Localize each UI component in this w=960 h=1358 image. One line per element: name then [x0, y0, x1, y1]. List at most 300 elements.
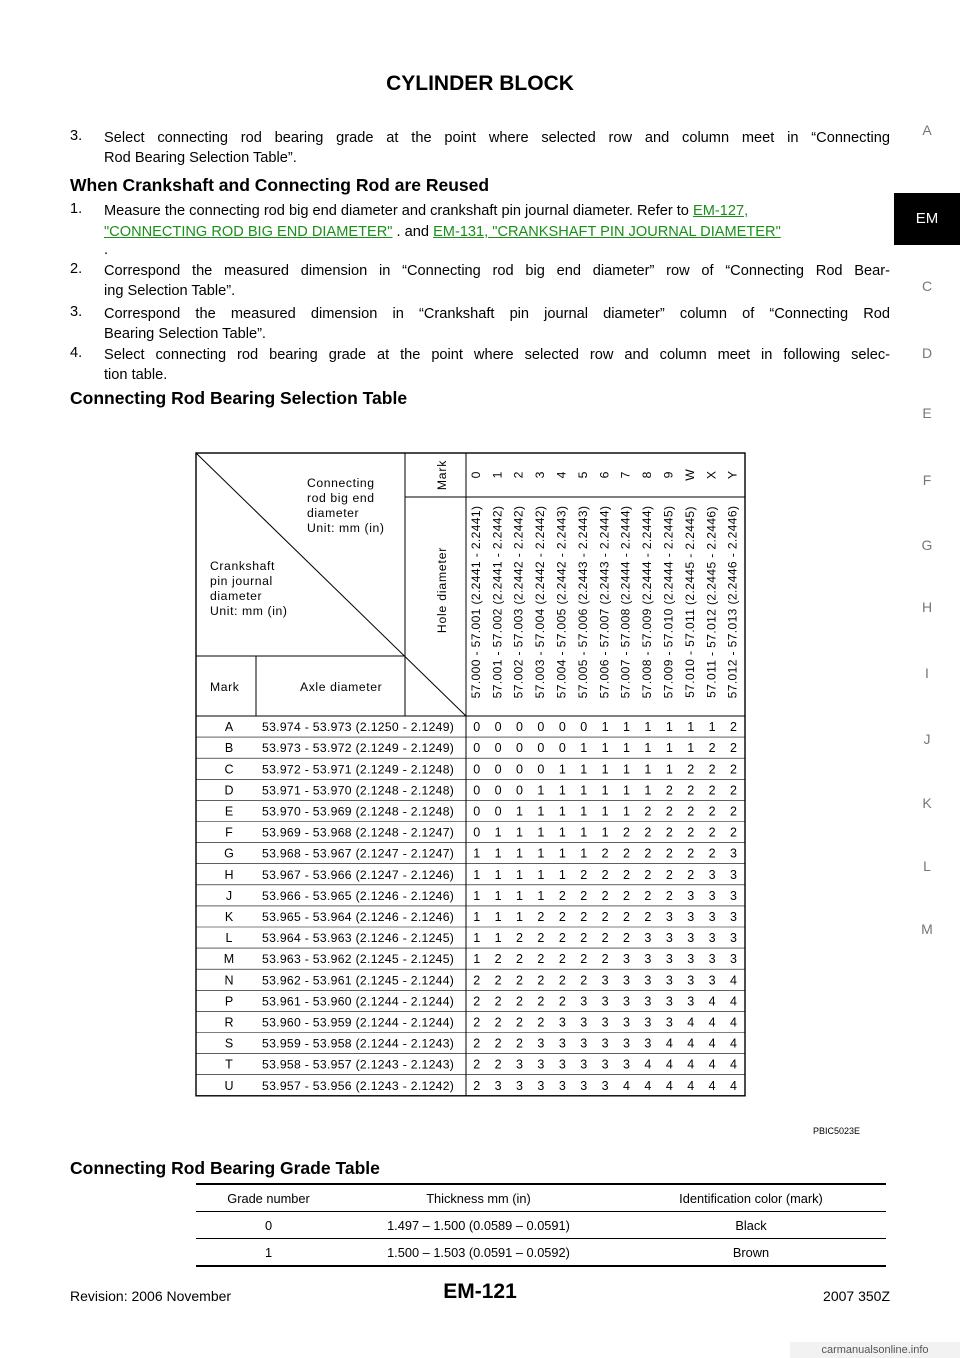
step-text: Select connecting rod bearing grade at the point where selected row and column meet in “Connecting — [104, 130, 890, 146]
grade-cell: 2 — [537, 952, 545, 967]
grade-cell: 2 — [473, 1036, 481, 1051]
step-text: Correspond the measured dimension in “Crankshaft pin journal diameter” column of “Connecting Rod — [104, 306, 890, 322]
grade-cell: 4 — [730, 1015, 737, 1030]
grade-cell: 2 — [623, 931, 630, 946]
grade-cell: 1 — [494, 888, 502, 903]
grade-cell: 3 — [623, 994, 630, 1009]
grade-cell: 2 — [601, 952, 609, 967]
row-axle-diameter: 53.969 - 53.968 (2.1248 - 2.1247) — [262, 825, 455, 840]
grade-cell: 2 — [537, 931, 545, 946]
grade-cell: 3 — [558, 1078, 566, 1093]
grade-cell: 3 — [730, 909, 737, 924]
grade-cell: 2 — [558, 909, 566, 924]
grade-cell: 4 — [687, 1078, 695, 1093]
grade-cell: 3 — [644, 994, 652, 1009]
grade-cell: 2 — [623, 846, 630, 861]
grade-cell: 2 — [601, 846, 609, 861]
grade-cell: 3 — [601, 1078, 609, 1093]
row-axle-diameter: 53.961 - 53.960 (2.1244 - 2.1244) — [262, 994, 455, 1009]
grade-cell: 2 — [665, 867, 673, 882]
grade-cell: 1 — [558, 783, 566, 798]
grade-cell: 2 — [623, 825, 630, 840]
grade-cell: 1 — [473, 846, 481, 861]
grade-cell: 2 — [580, 952, 588, 967]
grade-cell: 2 — [730, 741, 737, 756]
grade-cell: 3 — [494, 1078, 502, 1093]
grade-cell: 1 — [601, 804, 609, 819]
grade-cell: 0 — [516, 783, 523, 798]
row-mark: U — [224, 1078, 234, 1093]
grade-cell: 2 — [473, 973, 481, 988]
grade-cell: 2 — [494, 1015, 502, 1030]
grade-cell: 2 — [516, 994, 523, 1009]
hole-diameter-header: Hole diameter — [435, 546, 450, 634]
grade-cell: 2 — [623, 867, 630, 882]
grade-cell: 3 — [665, 931, 673, 946]
tab-d[interactable]: D — [921, 345, 933, 361]
grade-cell: 3 — [623, 973, 630, 988]
step-text: . — [104, 242, 109, 258]
grade-cell: 2 — [665, 804, 673, 819]
grade-cell: 3 — [580, 994, 588, 1009]
grade-cell: 0 — [473, 783, 481, 798]
grade-cell: 4 — [708, 1057, 716, 1072]
step-number: 1. — [70, 201, 83, 217]
grade-cell: 0 — [494, 804, 502, 819]
grade-cell: 3 — [537, 1036, 545, 1051]
tab-h[interactable]: H — [921, 599, 933, 615]
row-mark: J — [225, 888, 233, 903]
grade-cell: 2 — [665, 888, 673, 903]
grade-cell: 1 — [537, 888, 545, 903]
watermark: carmanualsonline.info — [790, 1342, 960, 1358]
grade-cell: 1 — [665, 741, 673, 756]
grade-cell: 1 — [516, 909, 523, 924]
link-em-131[interactable]: EM-131, "CRANKSHAFT PIN JOURNAL DIAMETER" — [433, 224, 781, 240]
column-hole-diameter: 57.007 - 57.008 (2.2444 - 2.2444) — [618, 505, 633, 699]
row-axle-diameter: 53.965 - 53.964 (2.1246 - 2.1246) — [262, 909, 455, 924]
grade-cell: 1 — [580, 741, 588, 756]
grade-cell: 1 — [623, 720, 630, 735]
grade-cell: 3 — [708, 931, 716, 946]
grade-cell: 1 — [473, 867, 481, 882]
section-heading-selection-table: Connecting Rod Bearing Selection Table — [70, 388, 408, 408]
grade-cell: 2 — [730, 804, 737, 819]
grade-cell: 3 — [687, 994, 695, 1009]
column-mark: 6 — [597, 471, 612, 479]
grade-cell: 3 — [623, 1015, 630, 1030]
corner-label-crankshaft: Crankshaft — [210, 559, 275, 573]
grade-cell: 2 — [623, 888, 630, 903]
grade-cell: 2 — [494, 1036, 502, 1051]
row-mark: L — [225, 931, 233, 946]
row-axle-diameter: 53.970 - 53.969 (2.1248 - 2.1248) — [262, 804, 455, 819]
tab-m[interactable]: M — [921, 921, 933, 937]
grade-cell: 1 — [537, 867, 545, 882]
column-hole-diameter: 57.010 - 57.011 (2.2445 - 2.2445) — [682, 506, 697, 698]
step-number: 3. — [70, 304, 83, 320]
grade-cell: 4 — [708, 994, 716, 1009]
grade-cell: 2 — [473, 1078, 481, 1093]
corner-label-con-rod: diameter — [307, 506, 360, 520]
grade-cell: 3 — [580, 1036, 588, 1051]
grade-cell: 2 — [687, 825, 695, 840]
grade-cell: 2 — [665, 825, 673, 840]
corner-label-con-rod: Connecting — [307, 476, 375, 490]
step-number: 3. — [70, 128, 83, 144]
grade-cell: 3 — [644, 1036, 652, 1051]
grade-cell: 1 — [644, 720, 652, 735]
page-number: EM-121 — [443, 1280, 517, 1303]
grade-cell: 2 — [580, 909, 588, 924]
row-axle-diameter: 53.959 - 53.958 (2.1244 - 2.1243) — [262, 1036, 455, 1051]
grade-cell: 1 — [580, 825, 588, 840]
grade-cell: 0 — [516, 720, 523, 735]
section-heading-reuse: When Crankshaft and Connecting Rod are Reused — [70, 175, 490, 195]
grade-cell: 4 — [708, 1078, 716, 1093]
grade-cell: 1 — [623, 783, 630, 798]
step-number: 2. — [70, 261, 83, 277]
column-hole-diameter: 57.011 - 57.012 (2.2445 - 2.2446) — [704, 506, 719, 698]
row-mark: N — [224, 973, 234, 988]
grade-cell: 3 — [644, 952, 652, 967]
grade-cell: 4 — [730, 1057, 737, 1072]
row-axle-diameter: 53.971 - 53.970 (2.1248 - 2.1248) — [262, 783, 455, 798]
table-cell: 1.500 – 1.503 (0.0591 – 0.0592) — [341, 1239, 616, 1267]
grade-cell: 4 — [623, 1078, 630, 1093]
row-mark: T — [225, 1057, 233, 1072]
grade-cell: 4 — [665, 1036, 673, 1051]
grade-cell: 2 — [516, 1036, 523, 1051]
grade-cell: 3 — [516, 1078, 523, 1093]
column-mark: 0 — [468, 471, 483, 479]
row-axle-diameter: 53.974 - 53.973 (2.1250 - 2.1249) — [262, 720, 455, 735]
grade-cell: 1 — [516, 888, 523, 903]
step-number: 4. — [70, 345, 83, 361]
step-text: "CONNECTING ROD BIG END DIAMETER" . and EM-131, "CRANKSHAFT PIN JOURNAL DIAMETER" — [104, 224, 781, 240]
grade-cell: 2 — [665, 783, 673, 798]
grade-cell: 1 — [558, 804, 566, 819]
grade-cell: 3 — [601, 1036, 609, 1051]
row-mark: C — [224, 762, 234, 777]
grade-cell: 0 — [494, 783, 502, 798]
grade-cell: 1 — [601, 762, 609, 777]
grade-cell: 2 — [687, 783, 695, 798]
grade-cell: 1 — [644, 741, 652, 756]
grade-cell: 0 — [516, 762, 523, 777]
step-text: Measure the connecting rod big end diameter and crankshaft pin journal diameter. Refer to EM-127, — [104, 203, 749, 219]
grade-cell: 1 — [623, 741, 630, 756]
grade-cell: 2 — [494, 952, 502, 967]
grade-cell: 3 — [708, 973, 716, 988]
grade-cell: 2 — [537, 973, 545, 988]
revision-text: Revision: 2006 November — [70, 1288, 232, 1304]
grade-cell: 2 — [537, 994, 545, 1009]
row-mark: M — [223, 952, 235, 967]
grade-cell: 4 — [687, 1015, 695, 1030]
grade-cell: 2 — [687, 867, 695, 882]
grade-cell: 0 — [494, 741, 502, 756]
row-axle-diameter: 53.973 - 53.972 (2.1249 - 2.1249) — [262, 741, 455, 756]
link-em-127[interactable]: EM-127, — [692, 203, 749, 219]
column-mark: 5 — [575, 471, 590, 479]
step-text: tion table. — [104, 367, 168, 383]
grade-cell: 4 — [687, 1057, 695, 1072]
grade-cell: 2 — [601, 931, 609, 946]
column-hole-diameter: 57.005 - 57.006 (2.2443 - 2.2443) — [575, 505, 590, 699]
grade-cell: 1 — [537, 846, 545, 861]
corner-label-crankshaft: diameter — [210, 589, 263, 603]
table-cell: 1.497 – 1.500 (0.0589 – 0.0591) — [341, 1212, 616, 1239]
grade-cell: 3 — [708, 909, 716, 924]
grade-cell: 3 — [687, 909, 695, 924]
grade-cell: 2 — [494, 1057, 502, 1072]
grade-cell: 2 — [623, 909, 630, 924]
grade-cell: 3 — [644, 1015, 652, 1030]
column-hole-diameter: 57.003 - 57.004 (2.2442 - 2.2442) — [533, 505, 548, 699]
step-text: Rod Bearing Selection Table”. — [104, 150, 297, 166]
grade-cell: 2 — [473, 1015, 481, 1030]
grade-cell: 4 — [687, 1036, 695, 1051]
table-header-row — [196, 1184, 886, 1212]
grade-cell: 2 — [644, 804, 652, 819]
grade-cell: 1 — [516, 804, 523, 819]
grade-cell: 1 — [537, 804, 545, 819]
grade-cell: 2 — [494, 973, 502, 988]
grade-cell: 0 — [580, 720, 588, 735]
column-header: Grade number — [196, 1184, 341, 1212]
tab-e[interactable]: E — [922, 405, 932, 421]
grade-cell: 3 — [580, 1078, 588, 1093]
grade-cell: 3 — [623, 1057, 630, 1072]
grade-cell: 1 — [601, 741, 609, 756]
grade-cell: 3 — [665, 994, 673, 1009]
grade-cell: 1 — [516, 825, 523, 840]
grade-cell: 3 — [665, 909, 673, 924]
row-axle-diameter: 53.972 - 53.971 (2.1249 - 2.1248) — [262, 762, 455, 777]
row-axle-diameter: 53.957 - 53.956 (2.1243 - 2.1242) — [262, 1078, 455, 1093]
grade-cell: 3 — [730, 867, 737, 882]
grade-cell: 2 — [730, 762, 737, 777]
grade-cell: 4 — [730, 973, 737, 988]
grade-cell: 2 — [601, 867, 609, 882]
grade-cell: 2 — [473, 994, 481, 1009]
column-hole-diameter: 57.012 - 57.013 (2.2446 - 2.2446) — [725, 505, 740, 699]
step-text: Correspond the measured dimension in “Connecting rod big end diameter” row of “Connecting Rod Bear- — [104, 263, 890, 279]
grade-cell: 1 — [665, 720, 673, 735]
tab-l[interactable]: L — [923, 858, 931, 874]
grade-cell: 2 — [558, 952, 566, 967]
row-mark: F — [225, 825, 233, 840]
column-mark: Y — [725, 470, 740, 480]
tab-g[interactable]: G — [921, 537, 933, 553]
grade-cell: 2 — [601, 888, 609, 903]
grade-cell: 1 — [687, 720, 695, 735]
row-axle-diameter: 53.964 - 53.963 (2.1246 - 2.1245) — [262, 931, 455, 946]
corner-label-crankshaft: pin journal — [210, 574, 273, 588]
grade-cell: 0 — [473, 741, 481, 756]
column-mark: 3 — [533, 471, 548, 479]
grade-cell: 3 — [601, 1057, 609, 1072]
grade-cell: 3 — [665, 1015, 673, 1030]
column-mark: 9 — [661, 471, 676, 479]
row-mark: R — [224, 1015, 234, 1030]
grade-cell: 0 — [537, 762, 545, 777]
tab-f[interactable]: F — [922, 472, 932, 488]
grade-cell: 3 — [644, 931, 652, 946]
grade-cell: 1 — [473, 931, 481, 946]
grade-cell: 1 — [601, 720, 609, 735]
grade-cell: 1 — [644, 762, 652, 777]
grade-cell: 3 — [665, 952, 673, 967]
section-heading-grade-table: Connecting Rod Bearing Grade Table — [70, 1158, 380, 1178]
grade-cell: 1 — [516, 846, 523, 861]
link-connecting-rod-big-end[interactable]: "CONNECTING ROD BIG END DIAMETER" — [104, 224, 393, 240]
grade-cell: 2 — [580, 867, 588, 882]
column-hole-diameter: 57.004 - 57.005 (2.2442 - 2.2443) — [554, 505, 569, 699]
grade-cell: 1 — [494, 931, 502, 946]
row-mark: K — [224, 909, 234, 924]
grade-cell: 3 — [687, 888, 695, 903]
column-mark: 4 — [554, 471, 569, 479]
grade-cell: 1 — [473, 952, 481, 967]
grade-cell: 0 — [537, 720, 545, 735]
grade-cell: 1 — [708, 720, 716, 735]
row-mark-header: Mark — [210, 680, 240, 694]
grade-cell: 2 — [580, 931, 588, 946]
grade-cell: 0 — [473, 825, 481, 840]
grade-cell: 2 — [644, 909, 652, 924]
column-hole-diameter: 57.008 - 57.009 (2.2444 - 2.2444) — [640, 505, 655, 699]
grade-cell: 3 — [558, 1036, 566, 1051]
grade-cell: 3 — [623, 1036, 630, 1051]
grade-cell: 2 — [687, 846, 695, 861]
grade-cell: 3 — [730, 952, 737, 967]
grade-cell: 0 — [473, 720, 481, 735]
grade-cell: 2 — [730, 783, 737, 798]
grade-cell: 2 — [537, 909, 545, 924]
column-mark: 1 — [490, 471, 505, 479]
model-text: 2007 350Z — [823, 1288, 890, 1304]
grade-cell: 2 — [644, 888, 652, 903]
bearing-grade-table — [196, 1183, 886, 1267]
grade-cell: 1 — [473, 909, 481, 924]
grade-cell: 2 — [708, 762, 716, 777]
tab-a[interactable]: A — [922, 122, 932, 138]
grade-cell: 2 — [708, 783, 716, 798]
grade-cell: 1 — [558, 846, 566, 861]
grade-cell: 3 — [665, 973, 673, 988]
grade-cell: 1 — [558, 825, 566, 840]
grade-cell: 4 — [708, 1036, 716, 1051]
column-hole-diameter: 57.002 - 57.003 (2.2442 - 2.2442) — [511, 505, 526, 699]
grade-cell: 2 — [708, 825, 716, 840]
row-mark: G — [224, 846, 234, 861]
grade-cell: 4 — [730, 1036, 737, 1051]
row-axle-diameter: 53.962 - 53.961 (2.1245 - 2.1244) — [262, 973, 455, 988]
grade-cell: 0 — [516, 741, 523, 756]
tab-j[interactable]: J — [923, 731, 931, 747]
tab-c[interactable]: C — [921, 278, 933, 294]
grade-cell: 2 — [558, 973, 566, 988]
grade-cell: 2 — [708, 804, 716, 819]
tab-i[interactable]: I — [925, 665, 929, 681]
grade-cell: 2 — [687, 804, 695, 819]
grade-cell: 2 — [516, 931, 523, 946]
figure-id: PBIC5023E — [812, 1126, 860, 1136]
tab-em[interactable]: EM — [894, 193, 960, 245]
grade-cell: 2 — [644, 846, 652, 861]
table-row — [196, 1212, 886, 1239]
table-cell: 0 — [196, 1212, 341, 1239]
grade-cell: 3 — [708, 888, 716, 903]
row-axle-diameter: 53.967 - 53.966 (2.1247 - 2.1246) — [262, 867, 455, 882]
grade-cell: 4 — [665, 1057, 673, 1072]
grade-cell: 3 — [730, 931, 737, 946]
grade-cell: 1 — [494, 867, 502, 882]
grade-cell: 2 — [730, 825, 737, 840]
grade-cell: 2 — [558, 994, 566, 1009]
grade-cell: 3 — [516, 1057, 523, 1072]
step-text: Bearing Selection Table”. — [104, 326, 266, 342]
grade-cell: 3 — [558, 1015, 566, 1030]
column-hole-diameter: 57.009 - 57.010 (2.2444 - 2.2445) — [661, 505, 676, 699]
column-mark: W — [682, 469, 697, 481]
grade-cell: 0 — [494, 720, 502, 735]
grade-cell: 2 — [516, 1015, 523, 1030]
column-mark: 7 — [618, 471, 633, 479]
grade-cell: 0 — [473, 804, 481, 819]
row-mark: B — [224, 741, 234, 756]
corner-label-crankshaft: Unit: mm (in) — [210, 604, 288, 618]
table-cell: Brown — [616, 1239, 886, 1267]
grade-cell: 4 — [730, 1078, 737, 1093]
grade-cell: 2 — [580, 973, 588, 988]
grade-cell: 2 — [473, 1057, 481, 1072]
grade-cell: 2 — [558, 888, 566, 903]
grade-cell: 1 — [494, 909, 502, 924]
grade-cell: 1 — [558, 762, 566, 777]
grade-cell: 2 — [730, 720, 737, 735]
grade-cell: 3 — [601, 973, 609, 988]
row-mark: P — [224, 994, 234, 1009]
corner-label-con-rod: rod big end — [307, 491, 375, 505]
axle-diameter-header: Axle diameter — [300, 680, 383, 694]
grade-cell: 1 — [494, 846, 502, 861]
grade-cell: 1 — [580, 762, 588, 777]
grade-cell: 3 — [601, 994, 609, 1009]
column-hole-diameter: 57.001 - 57.002 (2.2441 - 2.2442) — [490, 505, 505, 699]
tab-k[interactable]: K — [922, 795, 932, 811]
column-mark: X — [704, 470, 719, 480]
grade-cell: 1 — [473, 888, 481, 903]
grade-cell: 1 — [601, 783, 609, 798]
grade-cell: 3 — [537, 1057, 545, 1072]
grade-cell: 3 — [708, 867, 716, 882]
grade-cell: 3 — [623, 952, 630, 967]
grade-cell: 2 — [644, 825, 652, 840]
grade-cell: 3 — [580, 1015, 588, 1030]
grade-cell: 4 — [708, 1015, 716, 1030]
table-cell: 1 — [196, 1239, 341, 1267]
grade-cell: 1 — [601, 825, 609, 840]
corner-label-con-rod: Unit: mm (in) — [307, 521, 385, 535]
column-mark: 8 — [640, 471, 655, 479]
row-axle-diameter: 53.966 - 53.965 (2.1246 - 2.1246) — [262, 888, 455, 903]
grade-cell: 0 — [558, 741, 566, 756]
column-mark: 2 — [511, 471, 526, 479]
grade-cell: 4 — [665, 1078, 673, 1093]
